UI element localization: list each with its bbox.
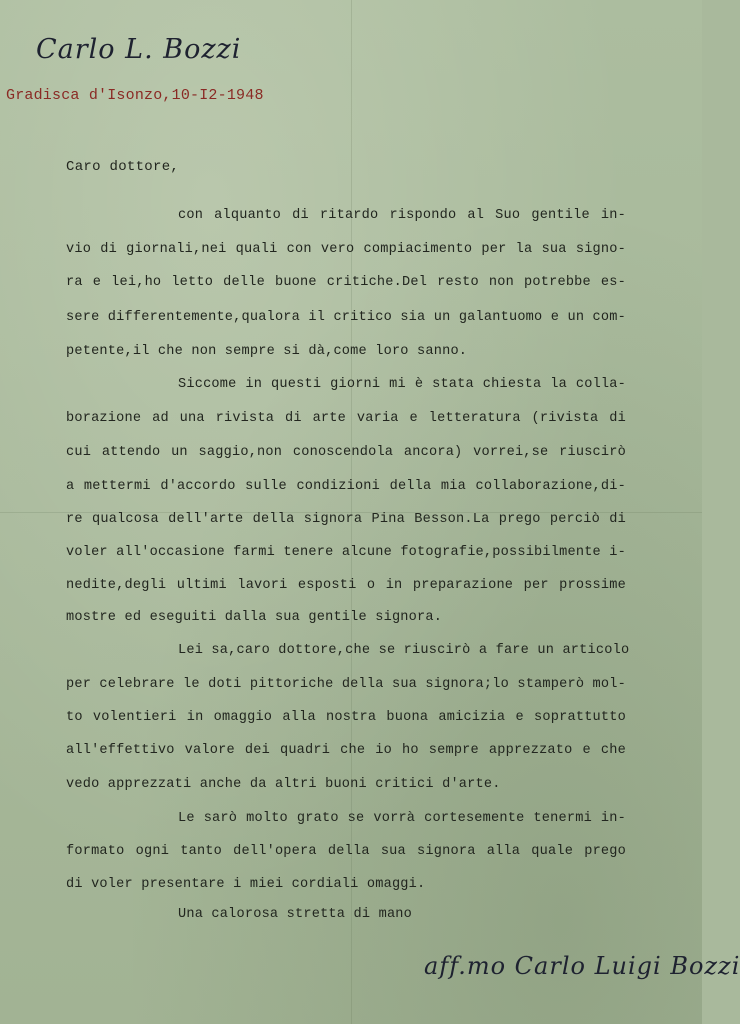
body-line: mostre ed eseguiti dalla sua gentile signora. xyxy=(66,610,443,625)
body-line: di voler presentare i miei cordiali omaggi. xyxy=(66,877,426,892)
body-line: all'effettivo valore dei quadri che io ho sempre apprezzato e che xyxy=(66,743,626,758)
salutation: Caro dottore, xyxy=(66,159,180,175)
body-line: Siccome in questi giorni mi è stata chiesta la colla- xyxy=(178,377,626,392)
closing-line: Una calorosa stretta di mano xyxy=(178,907,413,922)
body-line: formato ogni tanto dell'opera della sua signora alla quale prego xyxy=(66,844,626,859)
body-line: Le sarò molto grato se vorrà cortesemente tenermi in- xyxy=(178,811,626,826)
body-line: cui attendo un saggio,non conoscendola ancora) vorrei,se riuscirò xyxy=(66,445,626,460)
body-line: per celebrare le doti pittoriche della sua signora;lo stamperò mol- xyxy=(66,677,626,692)
body-line: Lei sa,caro dottore,che se riuscirò a fare un articolo xyxy=(178,643,630,658)
body-line: vio di giornali,nei quali con vero compiacimento per la sua signo- xyxy=(66,242,626,257)
body-line: nedite,degli ultimi lavori esposti o in preparazione per prossime xyxy=(66,578,626,593)
body-line: a mettermi d'accordo sulle condizioni della mia collaborazione,di- xyxy=(66,479,626,494)
body-line: sere differentemente,qualora il critico sia un galantuomo e un com- xyxy=(66,310,626,325)
body-line: borazione ad una rivista di arte varia e letteratura (rivista di xyxy=(66,411,626,426)
letterhead-handwritten-name: Carlo L. Bozzi xyxy=(36,34,242,65)
body-line: voler all'occasione farmi tenere alcune fotografie,possibilmente i- xyxy=(66,545,626,560)
body-line: re qualcosa dell'arte della signora Pina Besson.La prego perciò di xyxy=(66,512,626,527)
body-line: to volentieri in omaggio alla nostra buona amicizia e soprattutto xyxy=(66,710,626,725)
body-line: ra e lei,ho letto delle buone critiche.Del resto non potrebbe es- xyxy=(66,275,626,290)
body-line: petente,il che non sempre si dà,come loro sanno. xyxy=(66,344,468,359)
body-line: vedo apprezzati anche da altri buoni critici d'arte. xyxy=(66,777,501,792)
letterhead-place-date: Gradisca d'Isonzo,10-I2-1948 xyxy=(6,87,264,104)
body-line: con alquanto di ritardo rispondo al Suo gentile in- xyxy=(178,208,626,223)
handwritten-signature: aff.mo Carlo Luigi Bozzi xyxy=(424,952,740,980)
